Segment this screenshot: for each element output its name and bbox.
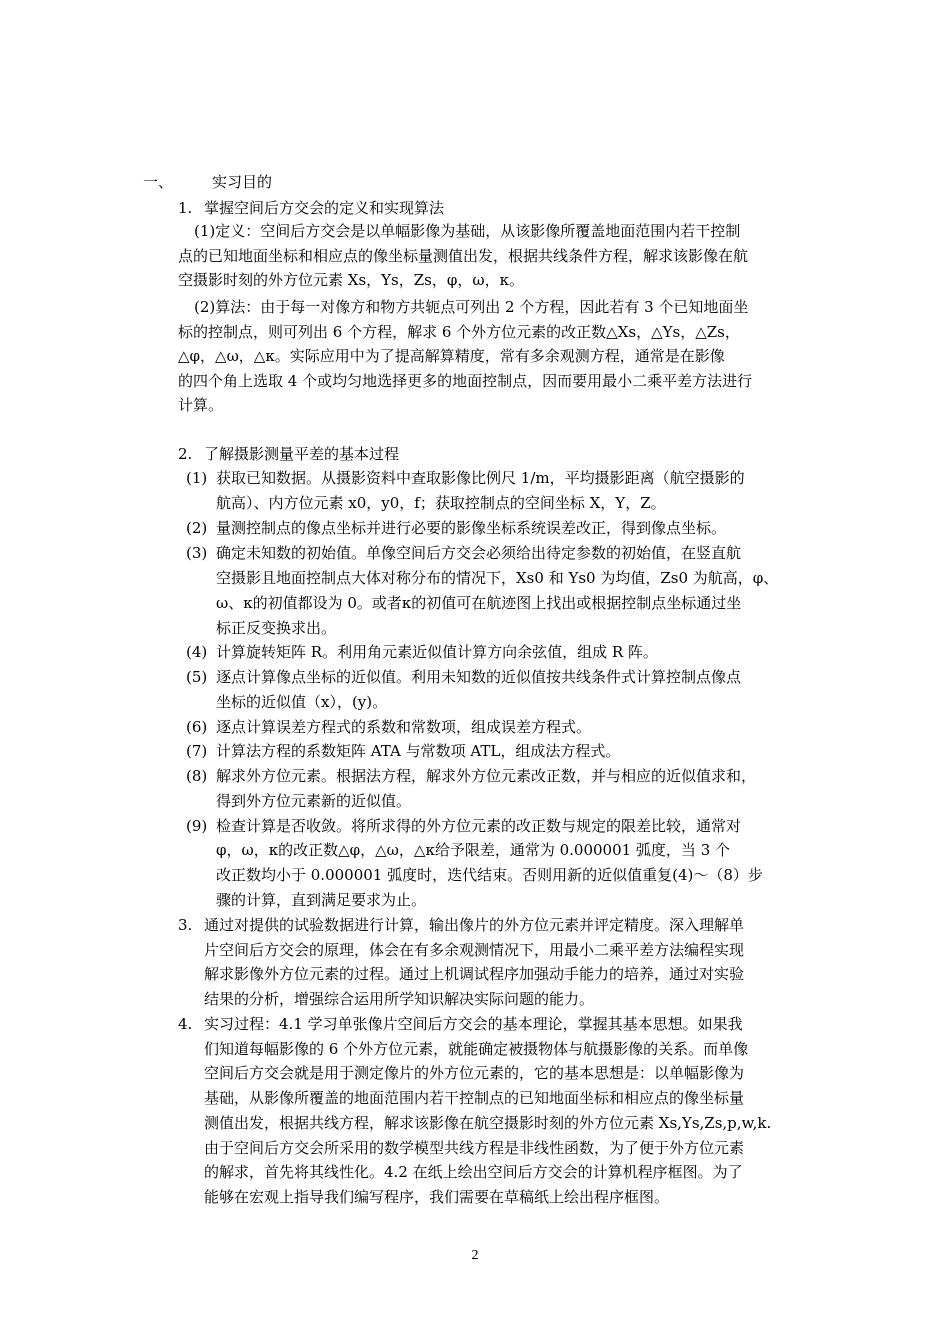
- item3-line: 通过对提供的试验数据进行计算，输出像片的外方位元素并评定精度。深入理解单: [204, 916, 745, 934]
- definition-line: (1)定义：空间后方交会是以单幅影像为基础，从该影像所覆盖地面范围内若干控制: [194, 222, 741, 240]
- item4-line: 空间后方交会就是用于测定像片的外方位元素的，它的基本思想是：以单幅影像为: [204, 1064, 745, 1082]
- step-line: 坐标的近似值（x），(y)。: [216, 693, 388, 711]
- step-line: 改正数均小于 0.000001 弧度时，迭代结束。否则用新的近似值重复(4)～（8）步: [216, 866, 763, 884]
- step-line: 计算旋转矩阵 R。利用角元素近似值计算方向余弦值，组成 R 阵。: [216, 643, 658, 661]
- step-number: (3): [186, 544, 208, 562]
- step-number: (7): [186, 742, 208, 760]
- step-number: (4): [186, 643, 208, 661]
- algorithm-line: 计算。: [178, 396, 224, 414]
- step-line: ω、κ的初值都设为 0。或者κ的初值可在航迹图上找出或根据控制点坐标通过坐: [216, 594, 742, 612]
- item2-number: 2.: [178, 445, 193, 463]
- algorithm-line: 标的控制点，则可列出 6 个方程，解求 6 个外方位元素的改正数△Xs，△Ys，△Zs，: [178, 323, 740, 341]
- item4-line: 能够在宏观上指导我们编写程序，我们需要在草稿纸上绘出程序框图。: [204, 1188, 670, 1206]
- section-title: 实习目的: [212, 173, 273, 191]
- definition-line: 点的已知地面坐标和相应点的像坐标量测值出发，根据共线条件方程，解求该影像在航: [178, 247, 749, 265]
- step-line: φ，ω，κ的改正数△φ，△ω，△κ给予限差，通常为 0.000001 弧度，当 3 个: [216, 841, 731, 859]
- algorithm-line: 的四个角上选取 4 个或均匀地选择更多的地面控制点，因而要用最小二乘平差方法进行: [178, 372, 753, 390]
- step-line: 骤的计算，直到满足要求为止。: [216, 891, 427, 909]
- step-line: 逐点计算像点坐标的近似值。利用未知数的近似值按共线条件式计算控制点像点: [216, 668, 742, 686]
- item4-line: 由于空间后方交会所采用的数学模型共线方程是非线性函数，为了便于外方位元素: [204, 1139, 745, 1157]
- item1-title: 掌握空间后方交会的定义和实现算法: [204, 199, 445, 217]
- step-line: 计算法方程的系数矩阵 ATA 与常数项 ATL，组成法方程式。: [216, 742, 621, 760]
- step-line: 量测控制点的像点坐标并进行必要的影像坐标系统误差改正，得到像点坐标。: [216, 519, 727, 537]
- item4-line: 们知道每幅影像的 6 个外方位元素，就能确定被摄物体与航摄影像的关系。而单像: [204, 1040, 749, 1058]
- step-line: 获取已知数据。从摄影资料中查取影像比例尺 1/m，平均摄影距离（航空摄影的: [216, 469, 745, 487]
- item3-line: 解求影像外方位元素的过程。通过上机调试程序加强动手能力的培养，通过对实验: [204, 965, 745, 983]
- algorithm-line: (2)算法：由于每一对像方和物方共轭点可列出 2 个方程，因此若有 3 个已知地面坐: [194, 298, 749, 316]
- item1-number: 1.: [178, 199, 193, 217]
- item4-line: 实习过程：4.1 学习单张像片空间后方交会的基本理论，掌握其基本思想。如果我: [204, 1015, 743, 1033]
- item3-line: 片空间后方交会的原理，体会在有多余观测情况下，用最小二乘平差方法编程实现: [204, 941, 745, 959]
- step-number: (1): [186, 469, 208, 487]
- item3-line: 结果的分析，增强综合运用所学知识解决实际问题的能力。: [204, 990, 595, 1008]
- step-line: 得到外方位元素新的近似值。: [216, 792, 412, 810]
- item3-number: 3.: [178, 916, 193, 934]
- step-line: 解求外方位元素。根据法方程，解求外方位元素改正数，并与相应的近似值求和，: [216, 767, 757, 785]
- algorithm-line: △φ，△ω，△κ。实际应用中为了提高解算精度，常有多余观测方程，通常是在影像: [178, 347, 725, 365]
- item4-number: 4.: [178, 1015, 193, 1033]
- step-line: 逐点计算误差方程式的系数和常数项，组成误差方程式。: [216, 718, 592, 736]
- page-number: 2: [471, 1248, 479, 1263]
- step-line: 确定未知数的初始值。单像空间后方交会必须给出待定参数的初始值，在竖直航: [216, 544, 742, 562]
- step-number: (9): [186, 817, 208, 835]
- step-line: 标正反变换求出。: [216, 619, 337, 637]
- item2-title: 了解摄影测量平差的基本过程: [204, 445, 400, 463]
- step-line: 航高）、内方位元素 x0，y0，f；获取控制点的空间坐标 X，Y，Z。: [216, 494, 666, 512]
- item4-line: 测值出发，根据共线方程，解求该影像在航空摄影时刻的外方位元素 Xs,Ys,Zs,p,w,k.: [204, 1114, 772, 1132]
- step-line: 检查计算是否收敛。将所求得的外方位元素的改正数与规定的限差比较，通常对: [216, 817, 742, 835]
- step-number: (5): [186, 668, 208, 686]
- step-number: (6): [186, 718, 208, 736]
- definition-line: 空摄影时刻的外方位元素 Xs，Ys，Zs，φ，ω，κ。: [178, 271, 524, 289]
- section-marker: 一、: [143, 173, 174, 191]
- item4-line: 基础，从影像所覆盖的地面范围内若干控制点的已知地面坐标和相应点的像坐标量: [204, 1089, 745, 1107]
- step-number: (2): [186, 519, 208, 537]
- step-number: (8): [186, 767, 208, 785]
- item4-line: 的解求，首先将其线性化。4.2 在纸上绘出空间后方交会的计算机程序框图。为了: [204, 1163, 743, 1181]
- step-line: 空摄影且地面控制点大体对称分布的情况下，Xs0 和 Ys0 为均值，Zs0 为航高，φ、: [216, 569, 779, 587]
